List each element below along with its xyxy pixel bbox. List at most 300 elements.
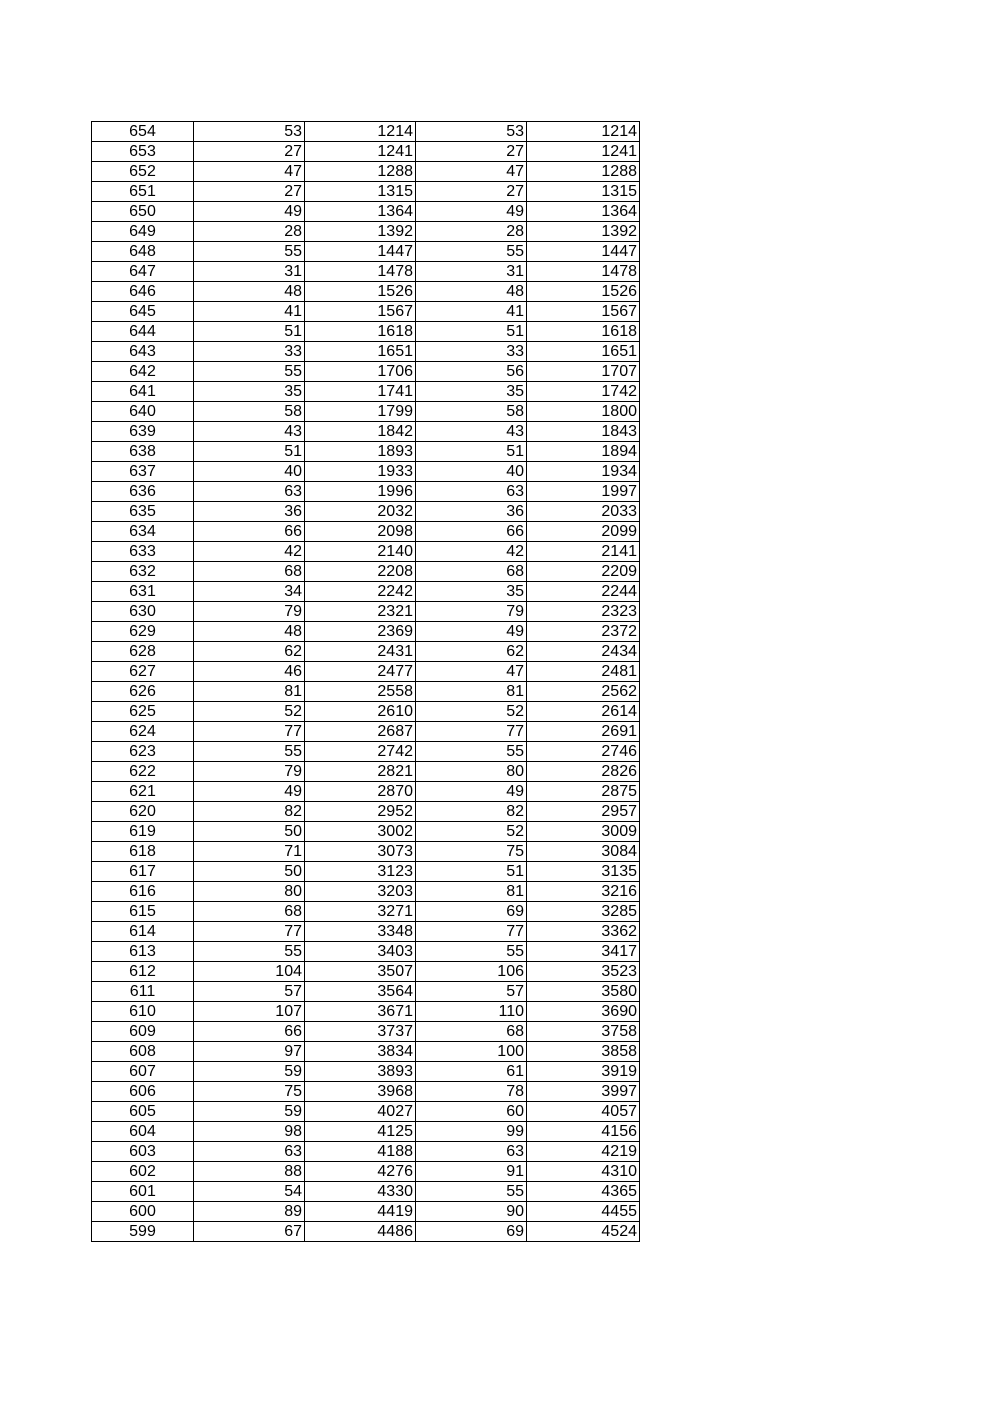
cumulative-cell: 3403 xyxy=(305,942,416,962)
score-cell: 634 xyxy=(92,522,194,542)
count-cell: 35 xyxy=(194,382,305,402)
count-cell: 55 xyxy=(194,742,305,762)
count-cell: 97 xyxy=(194,1042,305,1062)
cumulative-alt-cell: 1618 xyxy=(527,322,640,342)
table-row xyxy=(92,1122,640,1142)
cumulative-alt-cell: 4524 xyxy=(527,1222,640,1242)
count-alt-cell: 56 xyxy=(416,362,527,382)
count-cell: 66 xyxy=(194,1022,305,1042)
score-cell: 622 xyxy=(92,762,194,782)
score-cell: 602 xyxy=(92,1162,194,1182)
count-alt-cell: 49 xyxy=(416,782,527,802)
cumulative-alt-cell: 1288 xyxy=(527,162,640,182)
table-row xyxy=(92,682,640,702)
cumulative-alt-cell: 3009 xyxy=(527,822,640,842)
table-row xyxy=(92,302,640,322)
count-cell: 55 xyxy=(194,242,305,262)
count-cell: 66 xyxy=(194,522,305,542)
count-alt-cell: 48 xyxy=(416,282,527,302)
score-cell: 611 xyxy=(92,982,194,1002)
table-row xyxy=(92,662,640,682)
cumulative-alt-cell: 2141 xyxy=(527,542,640,562)
count-alt-cell: 58 xyxy=(416,402,527,422)
cumulative-alt-cell: 3417 xyxy=(527,942,640,962)
cumulative-cell: 3968 xyxy=(305,1082,416,1102)
cumulative-alt-cell: 3084 xyxy=(527,842,640,862)
cumulative-cell: 1214 xyxy=(305,122,416,142)
cumulative-cell: 1392 xyxy=(305,222,416,242)
table-row xyxy=(92,962,640,982)
count-cell: 67 xyxy=(194,1222,305,1242)
count-cell: 28 xyxy=(194,222,305,242)
score-cell: 614 xyxy=(92,922,194,942)
count-cell: 77 xyxy=(194,722,305,742)
cumulative-alt-cell: 1894 xyxy=(527,442,640,462)
cumulative-cell: 1842 xyxy=(305,422,416,442)
cumulative-alt-cell: 2826 xyxy=(527,762,640,782)
cumulative-alt-cell: 3997 xyxy=(527,1082,640,1102)
score-cell: 627 xyxy=(92,662,194,682)
count-cell: 34 xyxy=(194,582,305,602)
table-row xyxy=(92,762,640,782)
cumulative-cell: 2369 xyxy=(305,622,416,642)
cumulative-cell: 3671 xyxy=(305,1002,416,1022)
score-table xyxy=(91,121,640,1242)
count-cell: 79 xyxy=(194,602,305,622)
cumulative-cell: 2952 xyxy=(305,802,416,822)
count-cell: 50 xyxy=(194,822,305,842)
count-cell: 55 xyxy=(194,942,305,962)
score-cell: 635 xyxy=(92,502,194,522)
count-alt-cell: 36 xyxy=(416,502,527,522)
table-row xyxy=(92,1182,640,1202)
cumulative-cell: 1893 xyxy=(305,442,416,462)
cumulative-alt-cell: 1392 xyxy=(527,222,640,242)
cumulative-cell: 3834 xyxy=(305,1042,416,1062)
count-alt-cell: 79 xyxy=(416,602,527,622)
score-cell: 650 xyxy=(92,202,194,222)
count-cell: 77 xyxy=(194,922,305,942)
count-alt-cell: 66 xyxy=(416,522,527,542)
count-cell: 104 xyxy=(194,962,305,982)
cumulative-cell: 2558 xyxy=(305,682,416,702)
cumulative-cell: 3271 xyxy=(305,902,416,922)
table-row xyxy=(92,142,640,162)
count-cell: 43 xyxy=(194,422,305,442)
score-cell: 647 xyxy=(92,262,194,282)
table-row xyxy=(92,602,640,622)
cumulative-alt-cell: 4219 xyxy=(527,1142,640,1162)
count-alt-cell: 62 xyxy=(416,642,527,662)
count-cell: 48 xyxy=(194,282,305,302)
cumulative-cell: 3123 xyxy=(305,862,416,882)
score-cell: 636 xyxy=(92,482,194,502)
count-cell: 52 xyxy=(194,702,305,722)
count-cell: 63 xyxy=(194,1142,305,1162)
cumulative-alt-cell: 1241 xyxy=(527,142,640,162)
score-cell: 610 xyxy=(92,1002,194,1022)
score-cell: 599 xyxy=(92,1222,194,1242)
score-cell: 646 xyxy=(92,282,194,302)
cumulative-cell: 3348 xyxy=(305,922,416,942)
table-row xyxy=(92,482,640,502)
cumulative-cell: 1799 xyxy=(305,402,416,422)
count-alt-cell: 47 xyxy=(416,662,527,682)
count-alt-cell: 49 xyxy=(416,202,527,222)
score-cell: 649 xyxy=(92,222,194,242)
cumulative-alt-cell: 1997 xyxy=(527,482,640,502)
score-cell: 606 xyxy=(92,1082,194,1102)
score-cell: 620 xyxy=(92,802,194,822)
count-cell: 36 xyxy=(194,502,305,522)
cumulative-cell: 2242 xyxy=(305,582,416,602)
table-row xyxy=(92,402,640,422)
cumulative-alt-cell: 3858 xyxy=(527,1042,640,1062)
score-cell: 621 xyxy=(92,782,194,802)
count-cell: 51 xyxy=(194,322,305,342)
cumulative-alt-cell: 3758 xyxy=(527,1022,640,1042)
count-cell: 27 xyxy=(194,142,305,162)
score-cell: 642 xyxy=(92,362,194,382)
score-cell: 624 xyxy=(92,722,194,742)
table-row xyxy=(92,262,640,282)
score-cell: 653 xyxy=(92,142,194,162)
cumulative-alt-cell: 2481 xyxy=(527,662,640,682)
table-row xyxy=(92,942,640,962)
cumulative-alt-cell: 2562 xyxy=(527,682,640,702)
count-alt-cell: 69 xyxy=(416,902,527,922)
count-alt-cell: 81 xyxy=(416,682,527,702)
count-alt-cell: 51 xyxy=(416,862,527,882)
cumulative-alt-cell: 3285 xyxy=(527,902,640,922)
cumulative-cell: 2140 xyxy=(305,542,416,562)
count-alt-cell: 35 xyxy=(416,582,527,602)
cumulative-cell: 4027 xyxy=(305,1102,416,1122)
count-alt-cell: 81 xyxy=(416,882,527,902)
count-alt-cell: 90 xyxy=(416,1202,527,1222)
cumulative-cell: 3507 xyxy=(305,962,416,982)
count-cell: 68 xyxy=(194,902,305,922)
count-cell: 33 xyxy=(194,342,305,362)
table-row xyxy=(92,282,640,302)
table-row xyxy=(92,422,640,442)
cumulative-cell: 2098 xyxy=(305,522,416,542)
count-alt-cell: 63 xyxy=(416,482,527,502)
count-alt-cell: 69 xyxy=(416,1222,527,1242)
score-cell: 616 xyxy=(92,882,194,902)
cumulative-alt-cell: 4057 xyxy=(527,1102,640,1122)
score-cell: 604 xyxy=(92,1122,194,1142)
count-alt-cell: 55 xyxy=(416,742,527,762)
table-row xyxy=(92,442,640,462)
count-alt-cell: 68 xyxy=(416,562,527,582)
count-cell: 42 xyxy=(194,542,305,562)
table-row xyxy=(92,782,640,802)
count-cell: 98 xyxy=(194,1122,305,1142)
cumulative-cell: 1706 xyxy=(305,362,416,382)
cumulative-cell: 4330 xyxy=(305,1182,416,1202)
cumulative-alt-cell: 2875 xyxy=(527,782,640,802)
count-alt-cell: 55 xyxy=(416,1182,527,1202)
cumulative-cell: 1364 xyxy=(305,202,416,222)
score-cell: 640 xyxy=(92,402,194,422)
count-cell: 62 xyxy=(194,642,305,662)
cumulative-cell: 4486 xyxy=(305,1222,416,1242)
table-row xyxy=(92,382,640,402)
cumulative-alt-cell: 2209 xyxy=(527,562,640,582)
cumulative-cell: 2687 xyxy=(305,722,416,742)
table-row xyxy=(92,182,640,202)
score-cell: 651 xyxy=(92,182,194,202)
table-row xyxy=(92,1102,640,1122)
cumulative-cell: 3073 xyxy=(305,842,416,862)
score-cell: 638 xyxy=(92,442,194,462)
table-row xyxy=(92,922,640,942)
cumulative-cell: 4125 xyxy=(305,1122,416,1142)
cumulative-alt-cell: 1447 xyxy=(527,242,640,262)
count-cell: 58 xyxy=(194,402,305,422)
score-cell: 617 xyxy=(92,862,194,882)
count-alt-cell: 77 xyxy=(416,922,527,942)
count-alt-cell: 27 xyxy=(416,142,527,162)
cumulative-alt-cell: 2691 xyxy=(527,722,640,742)
table-row xyxy=(92,362,640,382)
table-row xyxy=(92,242,640,262)
cumulative-cell: 2208 xyxy=(305,562,416,582)
count-alt-cell: 40 xyxy=(416,462,527,482)
table-row xyxy=(92,842,640,862)
table-row xyxy=(92,1202,640,1222)
score-cell: 613 xyxy=(92,942,194,962)
cumulative-alt-cell: 1800 xyxy=(527,402,640,422)
table-row xyxy=(92,742,640,762)
count-cell: 54 xyxy=(194,1182,305,1202)
count-alt-cell: 43 xyxy=(416,422,527,442)
cumulative-cell: 2821 xyxy=(305,762,416,782)
cumulative-alt-cell: 4365 xyxy=(527,1182,640,1202)
count-alt-cell: 75 xyxy=(416,842,527,862)
score-cell: 625 xyxy=(92,702,194,722)
cumulative-cell: 1741 xyxy=(305,382,416,402)
score-cell: 628 xyxy=(92,642,194,662)
cumulative-alt-cell: 2323 xyxy=(527,602,640,622)
count-alt-cell: 99 xyxy=(416,1122,527,1142)
table-row xyxy=(92,562,640,582)
cumulative-cell: 1526 xyxy=(305,282,416,302)
cumulative-cell: 1567 xyxy=(305,302,416,322)
table-row xyxy=(92,542,640,562)
score-cell: 612 xyxy=(92,962,194,982)
table-row xyxy=(92,1022,640,1042)
count-cell: 107 xyxy=(194,1002,305,1022)
count-alt-cell: 53 xyxy=(416,122,527,142)
cumulative-alt-cell: 1567 xyxy=(527,302,640,322)
count-alt-cell: 51 xyxy=(416,442,527,462)
cumulative-alt-cell: 2614 xyxy=(527,702,640,722)
count-cell: 79 xyxy=(194,762,305,782)
cumulative-cell: 1618 xyxy=(305,322,416,342)
cumulative-cell: 3002 xyxy=(305,822,416,842)
table-row xyxy=(92,1042,640,1062)
count-alt-cell: 110 xyxy=(416,1002,527,1022)
cumulative-cell: 3203 xyxy=(305,882,416,902)
count-alt-cell: 28 xyxy=(416,222,527,242)
cumulative-cell: 3564 xyxy=(305,982,416,1002)
count-cell: 88 xyxy=(194,1162,305,1182)
table-row xyxy=(92,1142,640,1162)
count-alt-cell: 52 xyxy=(416,702,527,722)
table-row xyxy=(92,1222,640,1242)
score-cell: 619 xyxy=(92,822,194,842)
table-row xyxy=(92,902,640,922)
cumulative-alt-cell: 1934 xyxy=(527,462,640,482)
table-row xyxy=(92,722,640,742)
cumulative-cell: 2032 xyxy=(305,502,416,522)
score-cell: 633 xyxy=(92,542,194,562)
cumulative-alt-cell: 3919 xyxy=(527,1062,640,1082)
score-cell: 600 xyxy=(92,1202,194,1222)
count-cell: 40 xyxy=(194,462,305,482)
count-cell: 75 xyxy=(194,1082,305,1102)
cumulative-cell: 1478 xyxy=(305,262,416,282)
cumulative-alt-cell: 1478 xyxy=(527,262,640,282)
score-cell: 652 xyxy=(92,162,194,182)
cumulative-alt-cell: 1707 xyxy=(527,362,640,382)
table-row xyxy=(92,1162,640,1182)
cumulative-alt-cell: 2033 xyxy=(527,502,640,522)
count-cell: 68 xyxy=(194,562,305,582)
table-row xyxy=(92,822,640,842)
cumulative-cell: 3737 xyxy=(305,1022,416,1042)
table-row xyxy=(92,622,640,642)
count-alt-cell: 41 xyxy=(416,302,527,322)
table-row xyxy=(92,1002,640,1022)
cumulative-cell: 1996 xyxy=(305,482,416,502)
table-row xyxy=(92,322,640,342)
cumulative-alt-cell: 3523 xyxy=(527,962,640,982)
score-cell: 609 xyxy=(92,1022,194,1042)
count-cell: 63 xyxy=(194,482,305,502)
count-alt-cell: 61 xyxy=(416,1062,527,1082)
count-cell: 55 xyxy=(194,362,305,382)
score-cell: 643 xyxy=(92,342,194,362)
count-cell: 82 xyxy=(194,802,305,822)
count-alt-cell: 35 xyxy=(416,382,527,402)
cumulative-cell: 2870 xyxy=(305,782,416,802)
score-cell: 644 xyxy=(92,322,194,342)
cumulative-alt-cell: 4310 xyxy=(527,1162,640,1182)
count-cell: 51 xyxy=(194,442,305,462)
table-row xyxy=(92,522,640,542)
cumulative-cell: 2477 xyxy=(305,662,416,682)
score-cell: 654 xyxy=(92,122,194,142)
count-alt-cell: 49 xyxy=(416,622,527,642)
cumulative-alt-cell: 2372 xyxy=(527,622,640,642)
table-row xyxy=(92,162,640,182)
count-alt-cell: 82 xyxy=(416,802,527,822)
count-alt-cell: 55 xyxy=(416,242,527,262)
count-cell: 46 xyxy=(194,662,305,682)
table-row xyxy=(92,982,640,1002)
count-alt-cell: 42 xyxy=(416,542,527,562)
count-cell: 31 xyxy=(194,262,305,282)
table-row xyxy=(92,882,640,902)
cumulative-alt-cell: 3580 xyxy=(527,982,640,1002)
count-cell: 89 xyxy=(194,1202,305,1222)
cumulative-alt-cell: 2746 xyxy=(527,742,640,762)
cumulative-cell: 2321 xyxy=(305,602,416,622)
score-cell: 632 xyxy=(92,562,194,582)
score-table-body xyxy=(92,122,640,1242)
count-alt-cell: 60 xyxy=(416,1102,527,1122)
count-alt-cell: 52 xyxy=(416,822,527,842)
score-cell: 639 xyxy=(92,422,194,442)
cumulative-alt-cell: 1651 xyxy=(527,342,640,362)
score-cell: 618 xyxy=(92,842,194,862)
cumulative-cell: 4276 xyxy=(305,1162,416,1182)
cumulative-alt-cell: 1526 xyxy=(527,282,640,302)
cumulative-cell: 2431 xyxy=(305,642,416,662)
cumulative-alt-cell: 4156 xyxy=(527,1122,640,1142)
count-cell: 81 xyxy=(194,682,305,702)
count-alt-cell: 33 xyxy=(416,342,527,362)
cumulative-alt-cell: 2434 xyxy=(527,642,640,662)
score-cell: 603 xyxy=(92,1142,194,1162)
score-cell: 605 xyxy=(92,1102,194,1122)
count-alt-cell: 63 xyxy=(416,1142,527,1162)
count-alt-cell: 78 xyxy=(416,1082,527,1102)
cumulative-alt-cell: 1364 xyxy=(527,202,640,222)
score-cell: 629 xyxy=(92,622,194,642)
cumulative-alt-cell: 1742 xyxy=(527,382,640,402)
cumulative-cell: 1651 xyxy=(305,342,416,362)
cumulative-cell: 2610 xyxy=(305,702,416,722)
score-cell: 626 xyxy=(92,682,194,702)
score-cell: 607 xyxy=(92,1062,194,1082)
cumulative-alt-cell: 4455 xyxy=(527,1202,640,1222)
score-cell: 630 xyxy=(92,602,194,622)
table-row xyxy=(92,122,640,142)
score-cell: 631 xyxy=(92,582,194,602)
count-alt-cell: 31 xyxy=(416,262,527,282)
count-alt-cell: 91 xyxy=(416,1162,527,1182)
cumulative-cell: 2742 xyxy=(305,742,416,762)
table-row xyxy=(92,802,640,822)
count-cell: 48 xyxy=(194,622,305,642)
cumulative-alt-cell: 2957 xyxy=(527,802,640,822)
table-row xyxy=(92,502,640,522)
score-cell: 641 xyxy=(92,382,194,402)
count-cell: 59 xyxy=(194,1062,305,1082)
score-cell: 608 xyxy=(92,1042,194,1062)
count-cell: 50 xyxy=(194,862,305,882)
count-alt-cell: 106 xyxy=(416,962,527,982)
count-cell: 47 xyxy=(194,162,305,182)
count-alt-cell: 55 xyxy=(416,942,527,962)
score-cell: 645 xyxy=(92,302,194,322)
count-alt-cell: 57 xyxy=(416,982,527,1002)
score-cell: 601 xyxy=(92,1182,194,1202)
cumulative-cell: 1288 xyxy=(305,162,416,182)
count-cell: 59 xyxy=(194,1102,305,1122)
table-row xyxy=(92,862,640,882)
count-alt-cell: 100 xyxy=(416,1042,527,1062)
cumulative-cell: 4419 xyxy=(305,1202,416,1222)
count-alt-cell: 51 xyxy=(416,322,527,342)
table-row xyxy=(92,582,640,602)
cumulative-alt-cell: 3690 xyxy=(527,1002,640,1022)
count-alt-cell: 47 xyxy=(416,162,527,182)
